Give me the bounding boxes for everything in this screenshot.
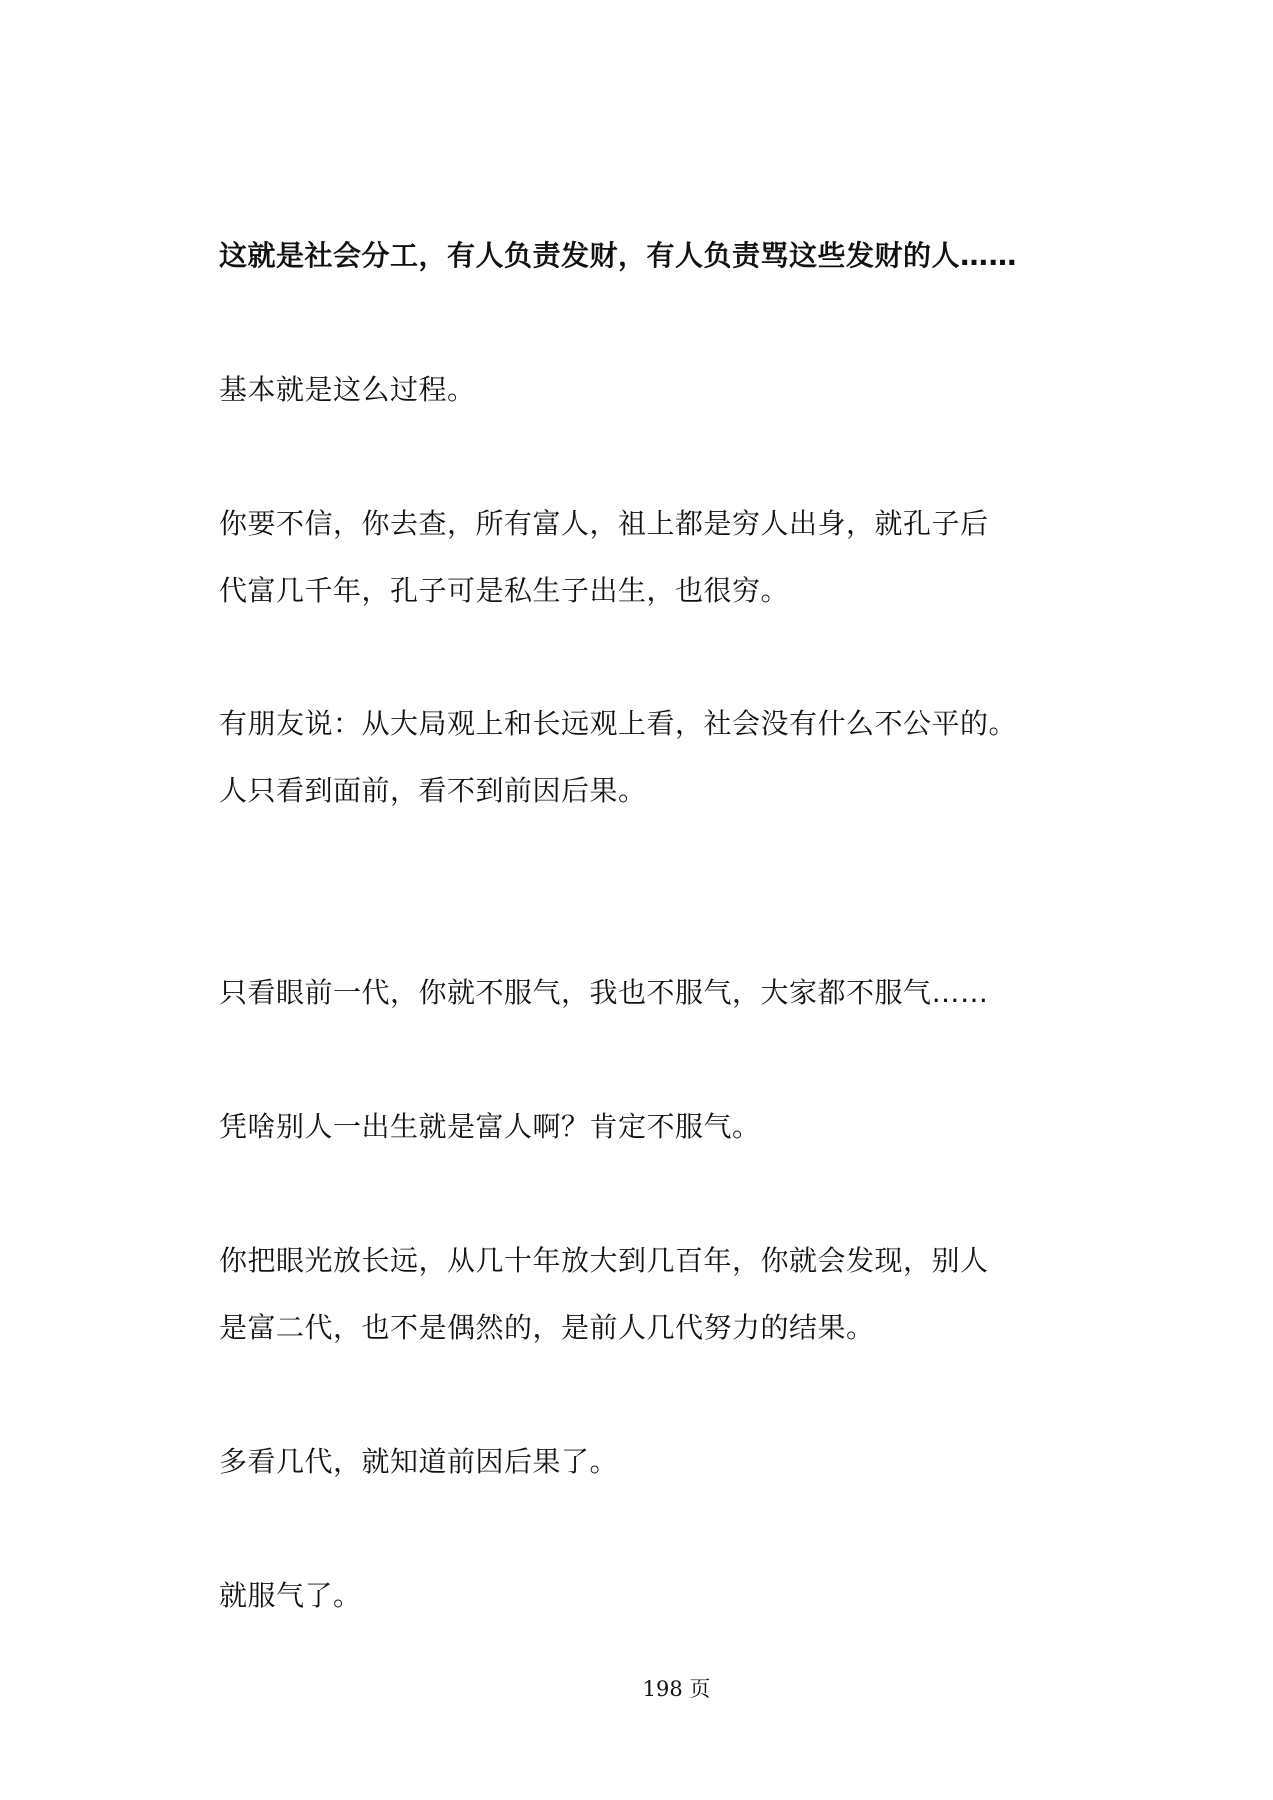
paragraph-line: 你要不信，你去查，所有富人，祖上都是穷人出身，就孔子后	[219, 507, 989, 540]
paragraph-line: 凭啥别人一出生就是富人啊？肯定不服气。	[219, 1110, 761, 1143]
paragraph-4	[219, 690, 1079, 824]
paragraph-7	[219, 1227, 1079, 1361]
paragraph-line: 有朋友说：从大局观上和长远观上看，社会没有什么不公平的。	[219, 707, 1018, 740]
paragraph-line: 基本就是这么过程。	[219, 373, 476, 406]
paragraph-line: 你把眼光放长远，从几十年放大到几百年，你就会发现，别人	[219, 1244, 989, 1277]
paragraph-line: 人只看到面前，看不到前因后果。	[219, 774, 647, 807]
paragraph-line: 只看眼前一代，你就不服气，我也不服气，大家都不服气……	[219, 976, 989, 1009]
paragraph-line: 是富二代，也不是偶然的，是前人几代努力的结果。	[219, 1311, 875, 1344]
page-number-footer: 198 页	[642, 1677, 711, 1701]
paragraph-line: 这就是社会分工，有人负责发财，有人负责骂这些发财的人……	[219, 239, 1018, 272]
paragraph-9	[219, 1562, 1079, 1629]
paragraph-line: 多看几代，就知道前因后果了。	[219, 1445, 619, 1478]
paragraph-line: 就服气了。	[219, 1579, 362, 1612]
paragraph-1-bold-heading	[219, 222, 1079, 289]
paragraph-3	[219, 490, 1079, 624]
paragraph-6	[219, 1093, 1079, 1160]
paragraph-2	[219, 356, 1079, 423]
paragraph-5	[219, 959, 1079, 1026]
paragraph-line: 代富几千年，孔子可是私生子出生，也很穷。	[219, 574, 790, 607]
paragraph-8	[219, 1428, 1079, 1495]
